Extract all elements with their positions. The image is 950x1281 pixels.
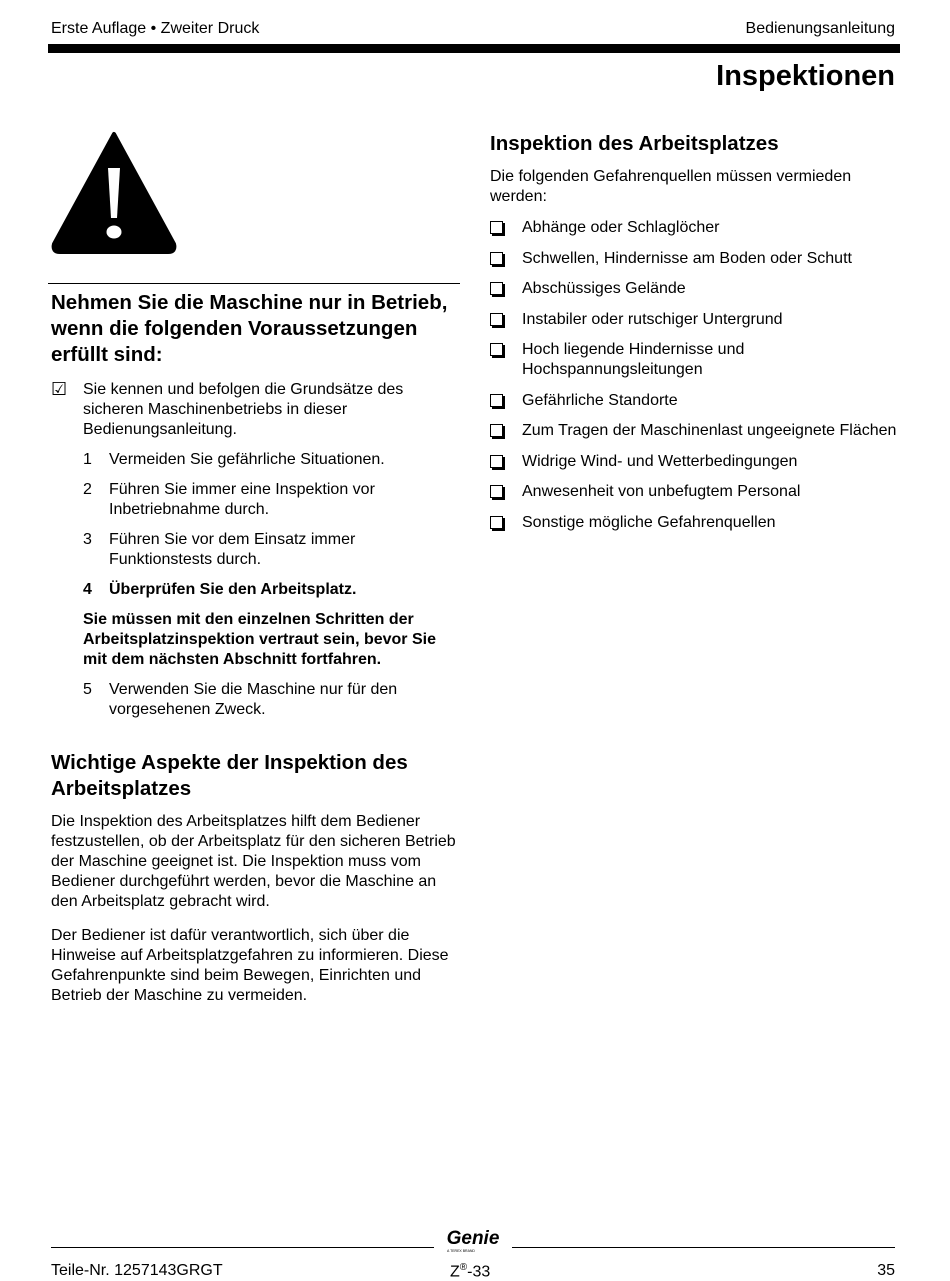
- step-item: [83, 480, 456, 520]
- empty-checkbox-icon: [490, 313, 503, 326]
- header-divider: [48, 44, 900, 53]
- empty-checkbox-icon: [490, 221, 503, 234]
- empty-checkbox-icon: [490, 343, 503, 356]
- empty-checkbox-icon: [490, 516, 503, 529]
- hazard-item: [490, 421, 900, 441]
- model-letter: Z: [450, 1263, 460, 1281]
- step-text: Verwenden Sie die Maschine nur für den vorgesehenen Zweck.: [109, 681, 398, 718]
- step-text: Führen Sie vor dem Einsatz immer Funktionstests durch.: [109, 531, 356, 568]
- step-text: Vermeiden Sie gefährliche Situationen.: [109, 451, 385, 468]
- empty-checkbox-icon: [490, 282, 503, 295]
- hazard-item: [490, 218, 900, 238]
- inspection-aspects-paragraph-2: Der Bediener ist dafür verantwortlich, sich über die Hinweise auf Arbeitsplatzgefahren zu informieren. Diese Gefahrenpunkte sind beim Bewegen, Einrichten und Betrieb der Maschine zu vermeiden.: [51, 927, 449, 1004]
- page-number: 35: [877, 1262, 895, 1279]
- right-column: [490, 131, 900, 543]
- steps-list: [51, 450, 456, 600]
- hazard-text: Schwellen, Hindernisse am Boden oder Schutt: [522, 249, 852, 267]
- hazard-text: Abschüssiges Gelände: [522, 280, 686, 297]
- hazard-item: [490, 391, 900, 411]
- empty-checkbox-icon: [490, 485, 503, 498]
- empty-checkbox-icon: [490, 252, 503, 265]
- step-text: Überprüfen Sie den Arbeitsplatz.: [109, 581, 357, 598]
- logo-tagline: A TEREX BRAND: [447, 1249, 475, 1253]
- warning-triangle-icon: [50, 128, 178, 261]
- hazards-list: [490, 218, 900, 533]
- step-number: 4: [83, 581, 92, 598]
- hazard-text: Zum Tragen der Maschinenlast ungeeignete Flächen: [522, 422, 897, 439]
- section-divider: [48, 283, 460, 284]
- checkmark-box-icon: ☑: [51, 379, 68, 399]
- step-text: Führen Sie immer eine Inspektion vor Inbetriebnahme durch.: [109, 481, 375, 518]
- prerequisite-check-item: [51, 380, 456, 440]
- hazard-item: [490, 482, 900, 502]
- step4-note: Sie müssen mit den einzelnen Schritten der Arbeitsplatzinspektion vertraut sein, bevor Sie mit dem nächsten Abschnitt fortfahren.: [83, 611, 436, 668]
- hazards-intro: Die folgenden Gefahrenquellen müssen vermieden werden:: [490, 168, 852, 205]
- model-number: -33: [467, 1263, 491, 1281]
- step-item: [83, 680, 456, 720]
- header-edition: Erste Auflage • Zweiter Druck: [51, 20, 260, 37]
- hazard-item: [490, 249, 900, 269]
- page-title: Inspektionen: [716, 60, 895, 92]
- empty-checkbox-icon: [490, 455, 503, 468]
- step-item: [83, 530, 456, 570]
- hazard-text: Widrige Wind- und Wetterbedingungen: [522, 452, 798, 470]
- inspection-aspects-paragraph-1: Die Inspektion des Arbeitsplatzes hilft dem Bediener festzustellen, ob der Arbeitsplatz für den sicheren Betrieb der Maschine geeignet ist. Die Inspektion muss vom Bediener durchgeführt werden, bevor die Maschine an den Arbeitsplatz gebracht wird.: [51, 813, 456, 910]
- step-item-current: [83, 580, 456, 600]
- prerequisite-text: Sie kennen und befolgen die Grundsätze des sicheren Maschinenbetriebs in dieser Bedienungsanleitung.: [83, 381, 404, 438]
- hazard-item: [490, 279, 900, 299]
- hazard-text: Anwesenheit von unbefugtem Personal: [522, 483, 801, 500]
- hazard-item: [490, 452, 900, 472]
- workplace-inspection-heading: Inspektion des Arbeitsplatzes: [490, 132, 779, 155]
- prerequisites-heading: Nehmen Sie die Maschine nur in Betrieb, wenn die folgenden Voraussetzungen erfüllt sind:: [51, 291, 448, 366]
- hazard-text: Sonstige mögliche Gefahrenquellen: [522, 513, 776, 531]
- part-number: Teile-Nr. 1257143GRGT: [51, 1262, 223, 1279]
- empty-checkbox-icon: [490, 394, 503, 407]
- steps-list-continued: [51, 680, 456, 720]
- model-name: [450, 1262, 490, 1281]
- hazard-item: [490, 340, 900, 380]
- hazard-text: Hoch liegende Hindernisse und Hochspannungsleitungen: [522, 341, 745, 378]
- hazard-item: [490, 310, 900, 330]
- footer-rule-left: [51, 1247, 434, 1248]
- hazard-item: [490, 513, 900, 533]
- step-item: [83, 450, 456, 470]
- step-number: 1: [83, 451, 92, 468]
- registered-mark: ®: [459, 1262, 468, 1273]
- footer-rule-right: [512, 1247, 895, 1248]
- empty-checkbox-icon: [490, 424, 503, 437]
- logo-wordmark: Genie: [446, 1228, 500, 1249]
- hazard-text: Abhänge oder Schlaglöcher: [522, 219, 720, 236]
- hazard-text: Gefährliche Standorte: [522, 391, 678, 409]
- step-number: 5: [83, 681, 92, 698]
- inspection-aspects-heading: Wichtige Aspekte der Inspektion des Arbeitsplatzes: [51, 751, 408, 800]
- hazard-text: Instabiler oder rutschiger Untergrund: [522, 310, 783, 328]
- genie-logo: [439, 1227, 507, 1255]
- header-manual-type: Bedienungsanleitung: [745, 20, 895, 37]
- left-column: [51, 290, 456, 1020]
- step-number: 3: [83, 531, 92, 548]
- step-number: 2: [83, 481, 92, 498]
